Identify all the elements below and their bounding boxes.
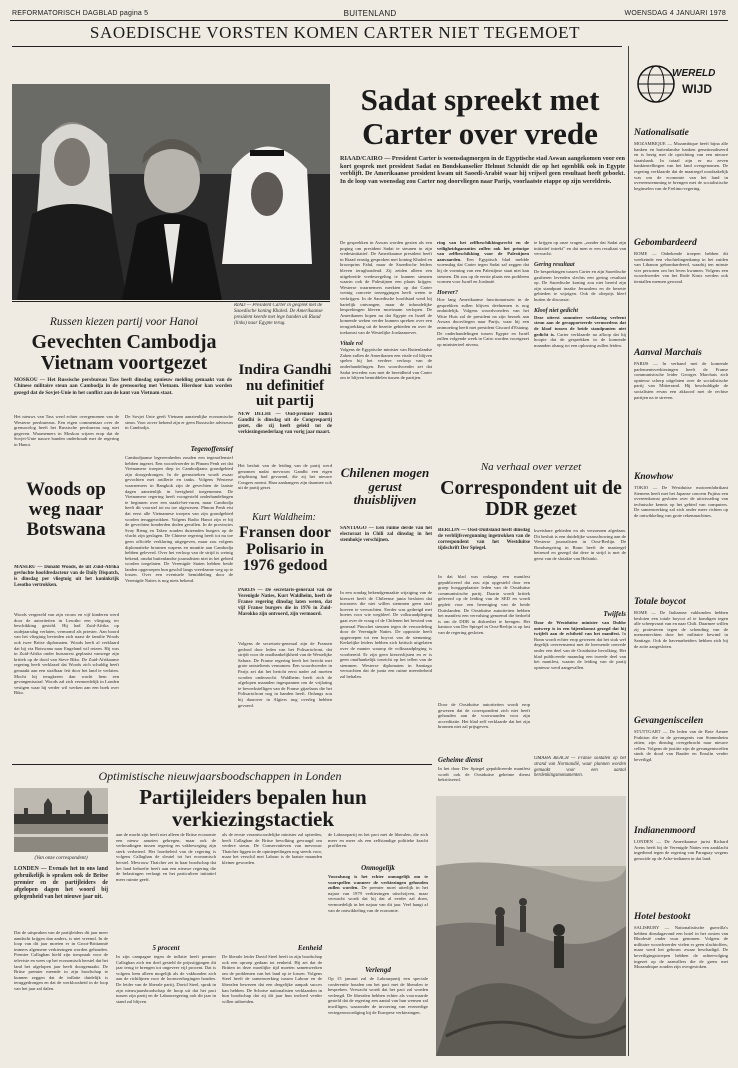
ddr-body-col2: kwetsbare gebieden en als verzonnen afgedaan. Dit besluit is een duidelijke waarschuwing aan de Westerse journalisten in Oost-Berlijn. De Bondsregering in Bonn heeft de maatregel betreurd en gezegd dat deze in strijd is met de geest van de slotakte van Helsinki. [534,528,626,561]
hanoi-body-col2: De Sovjet Unie geeft Vietnam aanzienlijke economische steun. Voor zover bekend zijn er geen Russische adviseurs in Cambodja. [125,414,233,431]
londen-body-col2: aan de macht zijn heeft niet alleen de Britse economie een nieuw aanzien gekregen, maar ook de verhoudingen tussen regering en vakbeweging zijn sterk verbeterd. Het loonbeleid van de regering is volgens Callaghan de sleutel tot het economisch herstel. Mevrouw Thatcher zei in haar boodschap dat het land behoefte heeft aan een nieuwe regering die de belastingen verlaagt en het particuliere initiatief meer ruimte geeft. [116,832,216,882]
chilenen-headline: Chilenen mogen gerust thuisblijven [340,465,430,507]
ddr-body-col1b: Door de Oostduitse autoriteiten wordt erop gewezen dat de correspondent zich niet heeft gehouden aan de voorwaarden voor zijn accreditatie. Het blad zelf verklaarde dat het zijn bronnen niet zal prijsgeven. [438,702,530,730]
sadat-sub-vitale-rol: Vitale rol [340,340,363,347]
carter-photo [12,84,330,300]
londen-photo-caption: (Van onze correspondent) [34,855,88,861]
londen-headline: Partijleiders bepalen hun verkiezingstactiek [139,785,367,831]
sadat-body-col2: ring van het zelfbeschikkingsrecht en de veiligheidsgaranties zullen ook het principe van zelfbeschikking voor de Palestijnen aanvaarden. Een Egyptisch blad meldde woensdag dat Carter tegen Sadat zal zeggen dat hij de vorming van een Palestijnse staat niet kan steunen. Dit zou op de eerste plaats een probleem vormen voor Israël en Jordanië. Hoever? Hoe lang Amerikaanse functionarissen in de gesprekken zullen blijven deelnemen is nog onduidelijk. Volgens woordvoerders van het Witte Huis zal de president na zijn bezoek aan Aswan doorvliegen naar Parijs, waar hij een ontmoeting heeft met president Giscard d'Estaing. De onderhandelingen tussen Egypte en Israël zullen volgende week in Caïro worden voortgezet op ministerieel niveau. [437,240,529,347]
photo-rule [12,301,330,302]
londen-body-col4c: Op 15 januari zal de Labourpartij een speciale conferentie houden om het pact met de liberalen te bespreken. Verwacht wordt dat het pact zal worden verlengd. De liberalen hebben echter als voorwaarde gesteld dat de regering een aantal van hun wensen zal inwilligen, waaronder de invoering van evenredige vertegenwoordiging bij de Europese verkiezingen. [328,976,428,1015]
carter-photo-caption: RIAD — President Carter in gesprek met de Saoedische koning Khaled. De Amerikaanse president keerde met lege handen uit Riaad (links) naar Egypte terug. [234,303,323,326]
wereld-item-body-3: PARIJS — In verband met de komende parlementsverkiezingen heeft de Franse communistische leider Georges Marchais zich opnieuw scherp uitgelaten over de socialistische partij van Mitterrand. Hij beschuldigde de socialisten ervan een akkoord met de rechtse partijen na te streven. [634,361,728,400]
ddr-body-col1: In dat blad was onlangs een manifest gepubliceerd dat zou zijn opgesteld door een groep hooggeplaatste leden van de Oostduitse communistische partij. Daarin wordt kritiek geleverd op de leiding van de SED en wordt gepleit voor een hereniging van de beide Duitslanden. De Oostduitse autoriteiten hebben het manifest een vervalsing genoemd die bedoeld is om de DDR in diskrediet te brengen. Het kantoor van Der Spiegel in Oost-Berlijn is op last van de regering gesloten. [438,574,530,635]
londen-lead: LONDEN — Evenals het in ons land gebruikelijk is spraken ook de Britse premier en de partijleiders de afgelopen dagen het woord bij gelegenheid van het nieuwe jaar uit. [14,866,108,900]
hanoi-headline: Gevechten Cambodja Vietnam voortgezet [31,331,217,374]
sadat-sub-kloof: Kloof niet gedicht [534,308,578,315]
londen-body-col4: de Labourpartij en het pact met de liberalen, die zich meer en meer als een zelfstandige politieke kracht profileren. [328,832,428,849]
gandhi-lead: NEW DELHI — Oud-premier Indira Gandhi is dinsdag uit de Congrespartij gezet, die zij heeft geleid tot de verkiezingsnederlaag van vorig jaar maart. [238,412,332,436]
wereld-item-body-6: STUTTGART — De leden van de Rote Armee Fraktion die in de gevangenis van Stammheim zitten, zijn dinsdag overgebracht naar nieuwe cellen. Volgens de justitie zijn de gevangenisceilen sinds de dood van Baader en Ensslin verder beveiligd. [634,729,728,762]
omaha-caption: OMAHA BEACH — Franse soldaten op het strand van Normandië, waar plannen worden gemaakt voor een aantal herdenkingsmonumenten. [534,756,626,779]
hanoi-sub-tegenoffensief: Tegenoffensief [190,445,233,453]
londen-sub-verlengd: Verlengd [365,966,391,974]
wereld-item-title-4: Knowhow [634,472,674,482]
banner-headline: SAOEDISCHE VORSTEN KOMEN CARTER NIET TEGEMOET [89,23,581,42]
wereld-item-body-7: LONDEN — De Amerikaanse jurist Richard Arens heeft bij de Verenigde Naties een aanklacht ingediend tegen de regering van Paraguay wegens genocide op de Ache-indianen in dat land. [634,839,728,861]
londen-sub-onmogelijk: Onmogelijk [361,864,395,872]
londen-rule [12,764,432,765]
woods-lead: MASERU — Donald Woods, de uit Zuid-Afrika gevluchte hoofdredacteur van de Daily Dispatch, is dinsdag per vliegtuig uit het koninkrijk Lesotho vertrokken. [14,565,119,589]
hanoi-body-col1: Het nieuws van Tass werd echter overgenomen van de Westerse persbureaus. Een eigen commentaar over de grensoorlog heeft het Russische persbureau nog niet gegeven. Waarnemers in Moskou wijzen erop dat de Sovjet-Unie nauwe banden onderhoudt met de regering in Hanoi. [14,414,119,447]
wereld-logo-top: WERELD [672,68,716,79]
wereld-logo-bottom: WIJD [682,82,712,96]
gandhi-body: Het besluit van de leiding van de partij werd genomen nadat mevrouw Gandhi een eigen afsplitsing had gevormd, die zij het nieuwe Congres noemt. Haar aanhangers zijn daarmee ook uit de partij gezet. [238,463,332,491]
woods-body: Woods vergezeld van zijn vrouw en vijf kinderen werd door de autoriteiten in Lesotho een vliegtuig ter beschikking gesteld. Hij had Zuid-Afrika op oudejaarsdag verlaten, vermomd als priester. Aan boord van het vliegtuig bevinden zich naast de familie Woods ook twee Britse diplomaten. Woods heeft al verklaard dat hij via Botswana naar Engeland wil reizen. Hij was in Zuid-Afrika onder huisarrest geplaatst vanwege zijn kritiek op de dood van Steve Biko. De Zuid-Afrikaanse regering heeft verklaard dat Woods zich schuldig heeft gemaakt aan een strafbaar feit door het land te verlaten. Mocht hij terugkeren dan wacht hem een gevangenisstraf. Woods zal zich vermoedelijk in Londen vestigen waar hij verder wil werken aan een boek over Biko. [14,612,119,696]
wereld-item-title-3: Aanval Marchais [634,348,702,358]
londen-sub-eenheid: Eenheid [297,944,322,952]
wereld-item-body-5: ROME — De Italiaanse vakbonden hebben besloten een totale boycot af te kondigen tegen alle scheepvaart van en naar Chili. Daarmee willen zij protesteren tegen de schending van de mensenrechten door het militaire bewind in Santiago. Ook de havenarbeiders hebben zich bij de actie aangesloten. [634,610,728,649]
sadat-body-col1: De gesprekken in Aswan worden gezien als een poging om president Sadat te steunen in zijn vredesinitiatief. De Amerikaanse president heeft in Riaad ernstig gesproken met koning Khaled en kroonprins Fahd, maar de Saoedische leiders bleven terughoudend. Zij zeiden alleen een uitgebreide vredesregeling te kunnen steunen waarin ook de Palestijnen een plaats krijgen. Westerse waarnemers merkten op dat Carter weinig concrete toezeggingen heeft weten te verkrijgen. In de Saoedische hoofdstad werd hij hartelijk ontvangen, maar de inhoudelijke besprekingen bleven moeizaam verlopen. De Amerikanen hopen nu dat Egypte en Israël de komende weken verder kunnen spreken over een terugtrekking uit de bezette gebieden en over de toekomst van de Westelijke Jordaanoever. Vitale rol Volgens de Egyptische minister van Buitenlandse Zaken zullen de Amerikanen een vitale rol blijven spelen bij het verdere verloop van de onderhandelingen. Een woordvoerder zei dat Sadat tevreden was met de bereidheid van Carter om te blijven bemiddelen tussen de partijen. [340,240,432,381]
sadat-sub-gering: Gering resultaat [534,262,575,269]
chilenen-lead: SANTIAGO — Een ruime derde van het electoraat in Chili zal dinsdag in het stemhokje verschijnen. [340,526,432,544]
londen-sub-procent: 5 procent [152,944,180,952]
sadat-body-col3: te krijgen op onze vragen „zonder dat Sadat zijn initiatief intrekt" en dat men er een resultaat van verwacht. Gering resultaat De besprekingen tussen Carter en zijn Saoedische gastheren leverden slechts een gering resultaat op. De Saoedische koning zou niet bereid zijn zijn standpunt inzake Jeruzalem en de bezette gebieden te wijzigen. Ook de olieprijs bleef buiten de discussie. Kloof niet gedicht Deze uiterst summiere verklaring verleent steun aan de gerapporteerde vermoedens dat de kloof tussen de beide standpunten niet gedicht is. Carter verklaarde na afloop dat hij hoopte dat de gesprekken in de komende maanden alsnog tot een oplossing zullen leiden. [534,240,626,348]
wereld-item-title-5: Totale boycot [634,597,686,607]
waldheim-lead: PARIJS — De secretaris-generaal van de Verenigde Naties, Kurt Waldheim, heeft de Franse regering dinsdag laten weten, dat vijf Franse burgers die in 1976 in Zuid-Marokko zijn ontvoerd, zijn vermoord. [238,588,332,618]
londen-kicker: Optimistische nieuwjaarsboodschappen in Londen [98,769,342,783]
woods-headline: Woods op weg naar Botswana [26,479,106,540]
header-section: BUITENLAND [343,9,397,18]
waldheim-headline: Fransen door Polisario in 1976 gedood [239,524,331,574]
sadat-lead: RIAAD/CAIRO — President Carter is woensdagmorgen in de Egyptische stad Aswan aangekomen voor een kort gesprek met president Sadat en Bondskanselier Helmut Schmidt die op het ogenblik ook in Egypte verblijft. De Amerikaanse president kwam uit Saoedi-Arabië waar hij vrijwel geen resultaat heeft geboekt. In de loop van woensdag zou Carter nog doorvliegen naar Parijs, voorlaatste etappe op zijn wereldreis. [340,155,625,185]
wereld-item-body-1: MOZAMBIQUE — Mozambique heeft bijna alle banken en buitenlandse banken genationaliseerd en is bezig met de oprichting van een nieuwe staatsbank. In totaal zijn er nu zeven bankinstellingen van het land overgenomen. De regering verklaarde dat de maatregel noodzakelijk was om de economie van het land in overeenstemming te brengen met de socialistische beginselen van de Frelimo-regering. [634,141,728,191]
sadat-headline-line1: Sadat spreekt met [360,82,600,117]
banner-rule [12,46,622,47]
hanoi-kicker: Russen kiezen partij voor Hanoi [49,316,199,328]
sadat-headline-line2: Carter over vrede [362,116,598,151]
gandhi-headline: Indira Gandhi nu definitief uit partij [238,362,332,409]
wereld-item-title-6: Gevangenisceilen [634,716,704,726]
hanoi-body-col3: Cambodjaanse legereenheden zouden een tegenoffensief hebben ingezet. Een woordvoerder in Phnom Penh zei dat Vietnamese troepen diep in Cambodjaans grondgebied zijn doorgedrongen. In de grensstreken wordt zwaar gevochten met artillerie en tanks. Volgens Westerse waarnemers in Bangkok zijn de gevechten de laatste dagen aanzienlijk in hevigheid toegenomen. De Vietnamese regering heeft voorgesteld onderhandelingen te beginnen over een staakt-het-vuren, maar Cambodja heeft dit voorstel tot nu toe afgewezen. Phnom Penh eist dat eerst alle Vietnamese troepen van zijn grondgebied worden teruggetrokken. Volgens Radio Hanoi zijn er bij de gevechten honderden doden gevallen. In de provincies Svay Rieng en Takeo zouden duizenden burgers op de vlucht zijn geslagen. De Chinese regering heeft tot nu toe geen officiële verklaring uitgegeven, maar zou volgens diplomatieke bronnen wapens en munitie aan Cambodja hebben geleverd. Over het verloop van de strijd is weinig bekend, omdat buitenlandse journalisten niet in het gebied worden toegelaten. De Verenigde Staten hebben beide landen opgeroepen hun geschil langs vreedzame weg op te lossen. Over een eventuele bemiddeling door de Verenigde Naties is nog niets bekend. [125,455,233,584]
omaha-beach-photo [436,796,626,1056]
londen-body-col3: als de eerste verantwoordelijke minister zal optreden, heeft Callaghan de Britse bevolking gevraagd om verdere steun. De Conservatieven van mevrouw Thatcher liggen in de opiniepeilingen nog steeds voor, maar het verschil met Labour is de laatste maanden kleiner geworden. [222,832,322,865]
sadat-sub-hoever: Hoever? [437,290,458,297]
ddr-lead: BERLIJN — Oost-Duitsland heeft dinsdag de verblijfsvergunning ingetrokken van de correspondent van het Westduitse tijdschrift Der Spiegel. [438,528,530,552]
header-date: WOENSDAG 4 JANUARI 1978 [624,10,726,17]
ddr-headline: Correspondent uit de DDR gezet [440,477,622,520]
wereld-item-title-7: Indianenmoord [634,826,696,836]
ddr-sub-geheime: Geheime dienst [438,756,483,764]
wereld-item-title-8: Hotel bestookt [634,912,691,922]
column-divider [628,46,629,1056]
header-left: REFORMATORISCH DAGBLAD pagina 5 [12,10,149,17]
ddr-sub-twijfels: Twijfels [603,610,626,618]
header-rule [10,20,728,21]
ddr-kicker: Na verhaal over verzet [480,461,582,473]
chilenen-body: In een zondag bekendgemaakte wijziging van de kieswet heeft de Chileense junta besloten dat inwoners die niet willen stemmen geen straf hoeven te verwachten. Eerder was gedreigd met boetes voor wie wegbleef. De volksraadpleging gaat over de vraag of de Chilenen het bewind van generaal Pinochet steunen tegen de veroordeling door de Verenigde Naties. De oppositie heeft opgeroepen tot een boycot van de stemming. Kerkelijke leiders hebben zich kritisch uitgelaten over de manier waarop de volksraadpleging is voorbereid. Er zijn geen kiezerslijsten en er is geen onafhankelijk toezicht op het tellen van de stemmen. Westerse diplomaten in Santiago verwachten dat de junta een ruime meerderheid zal behalen. [340,590,432,679]
wereld-item-body-4: TOKIO — De Westduitse motorenfabrikant Siemens heeft met het Japanse concern Fujitsu een overeenkomst gesloten over de uitwisseling van technische kennis op het gebied van computers. De samenwerking zal zich onder meer richten op de ontwikkeling van grote rekenmachines. [634,485,728,518]
london-photo [14,788,108,852]
wereld-item-title-1: Nationalisatie [634,128,689,138]
wereld-item-body-2: ROME — Onbekende troepen hebben dit weekeinde een vluchtelingenkamp in het zuiden van Libanon gebombardeerd, waarbij ten minste vier personen om het leven kwamen. Volgens een woordvoerder van het Rode Kruis werden ook tientallen mensen gewond. [634,251,728,284]
wereld-wijd-logo [634,62,728,106]
ddr-body-col3: Door de Westduitse minister van Dubbe ontwerp is in een bijeenkomst gezegd dat hij twijfelt aan de echtheid van het manifest. In Bonn wordt echter erop gewezen dat het stuk wel degelijk overeenstemt met de heersende onvrede onder een deel van de Oostduitse bevolking. Het blad publiceerde maandag een tweede deel van het manifest, waarin de leiding van de partij opnieuw werd aangevallen. [534,620,626,670]
wereld-item-title-2: Gebombardeerd [634,238,697,248]
waldheim-kicker: Kurt Waldheim: [252,512,316,523]
waldheim-body: Volgens de secretaris-generaal zijn de Fransen gedood door leden van het Polisariofront, dat strijdt voor de onafhankelijkheid van de Westelijke Sahara. De Franse regering heeft het bericht met grote ontsteltenis vernomen. Een woordvoerder in Parijs zei dat het bericht eerst nader zal moeten worden onderzocht. Waldheim heeft zich de afgelopen maanden ingespannen om de vrijlating te bewerkstelligen van de Franse gijzelaars die het Polisariofront nog in handen heeft. Onlangs zou hij daarover in Algiers nog overleg hebben gevoerd. [238,641,332,708]
ddr-body-geheime: In het door Der Spiegel gepubliceerde manifest wordt ook de Oostduitse geheime dienst bekritiseerd. [438,766,530,783]
londen-body-col1: Dat de uitspraken van de partijleiders dit jaar meer aandacht krijgen dan anders, is niet vreemd. In de loop van dit jaar moeten er in Groot-Brittannië immers algemene verkiezingen worden gehouden. Premier Callaghan hield zijn toespraak voor de televisie en wees op het economisch herstel dat het land het afgelopen jaar heeft doorgemaakt. De Britse premier meende in zijn boodschap te kunnen zeggen dat de inflatie duidelijk is teruggedrongen en dat de werkloosheid in de loop van het jaar zal dalen. [14,930,108,991]
hanoi-lead: MOSKOU — Het Russische persbureau Tass heeft dinsdag opnieuw melding gemaakt van de Chinese militaire steun aan Cambodja in de grensoorlog met Vietnam. Hierdoor kan worden gezegd dat de Sovjet-Unie in het conflict aan de kant van Vietnam staat. [14,377,232,396]
londen-body-col2b: In zijn campagne tegen de inflatie heeft premier Callaghan zich ten doel gesteld de prijsstijgingen dit jaar terug te brengen tot ongeveer vijf procent. Dat is volgens hem alleen mogelijk als de vakbonden zich aan de richtlijnen voor de loonsverhogingen houden. De leider van de liberale partij, David Steel, sprak in zijn nieuwjaarsboodschap de hoop uit dat het pact tussen zijn partij en de Labourregering ook dit jaar in stand zal blijven. [116,954,216,1004]
londen-body-col3b: De liberale leider David Steel heeft in zijn boodschap ook een oproep gedaan tot eenheid. Hij zei dat de Britten in deze moeilijke tijd moeten samenwerken om de problemen van het land op te lossen. Volgens Steel heeft de samenwerking tussen Labour en de liberalen bewezen dat een dergelijke aanpak succes kan hebben. De Schotse nationalisten verklaarden in hun boodschap dat zij dit jaar hun invloed verder willen uitbreiden. [222,954,322,1004]
londen-body-col4b: Vooralsnog is het echter onmogelijk om te voorspellen wanneer de verkiezingen gehouden zullen worden. De premier moet uiterlijk in het najaar van 1979 verkiezingen uitschrijven, maar verwacht wordt dat hij dat al eerder zal doen, vermoedelijk in het najaar van dit jaar. Veel hangt af van de ontwikkeling van de economie. [328,874,428,913]
wereld-item-body-8: SALISBURY — Nationalistische guerrilla's hebben dinsdagavond een hotel in het oosten van Rhodesië onder vuur genomen. Volgens de militaire woordvoerder vielen er geen slachtoffers, maar werd het gebouw zwaar beschadigd. De beveiligingstroepen hebben de achtervolging ingezet op de aanvallers die de grens met Mozambique zouden zijn overgestoken. [634,925,728,970]
